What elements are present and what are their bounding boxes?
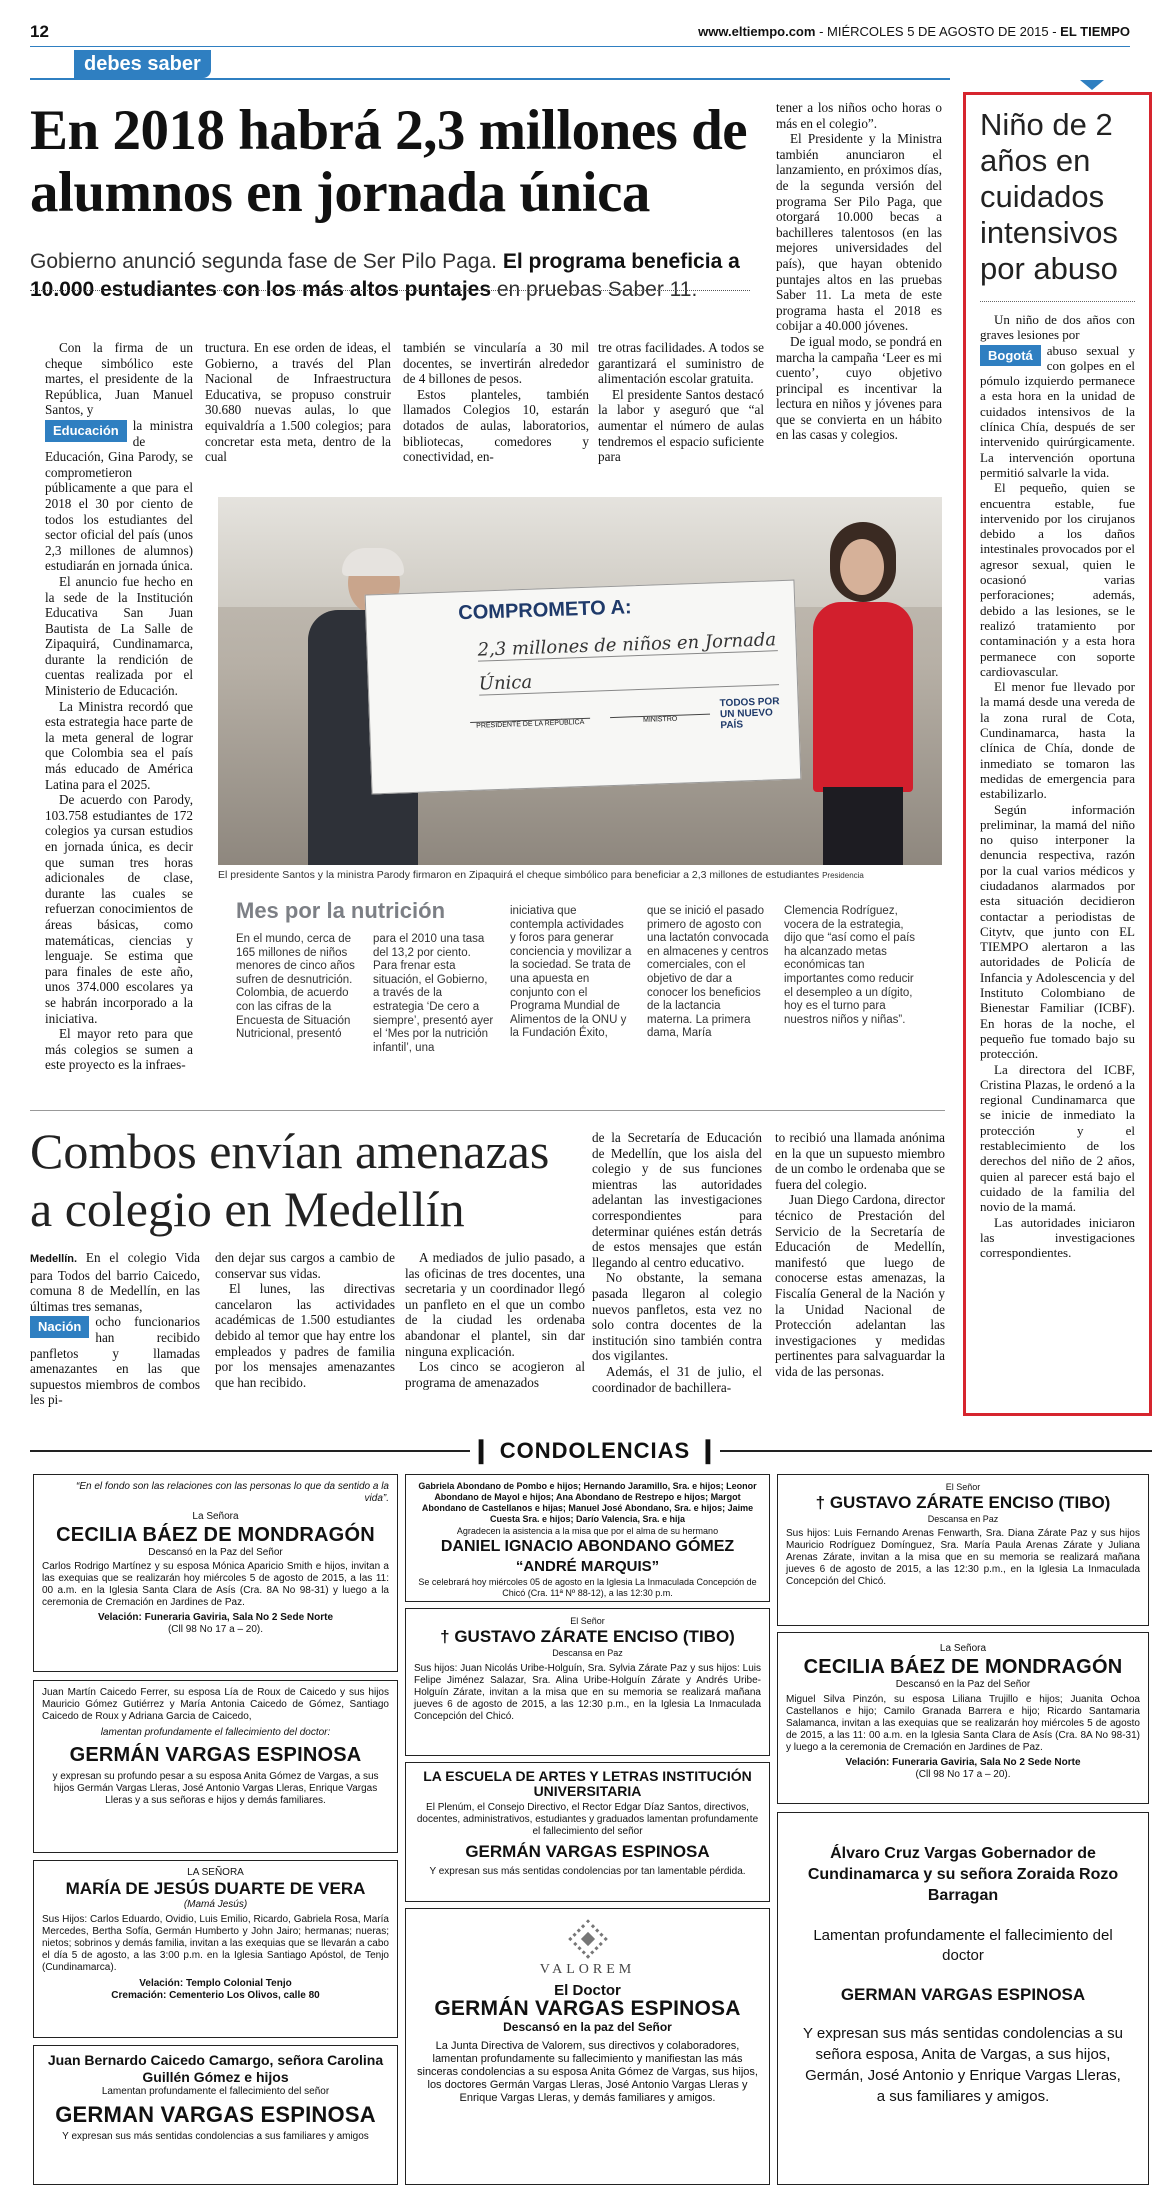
second-col-2: den dejar sus cargos a cambio de conservar sus vidas. El lunes, las directivas cancelaron las actividades académicas de 1.500 estudiantes debido al temor que hay entre los empleados y padres de familia por los mensajes amenazantes que han recibido.	[215, 1250, 395, 1390]
notice-valorem: VALOREM El Doctor GERMÁN VARGAS ESPINOSA Descansó en la paz del Señor La Junta Directiva de Valorem, sus directivos y colaboradores, lamentan profundamente su fallecimiento y manifiestan las más sinceras condolencias a su esposa Anita Gómez de Vargas, sus hijos, los doctores Germán Vargas Lleras, José Antonio Vargas Lleras y Enrique Vargas Lleras, y demás familiares y amigos.	[405, 1908, 770, 2185]
notice-gustavo-1: El Señor † GUSTAVO ZÁRATE ENCISO (TIBO) Descansa en Paz Sus hijos: Juan Nicolás Uribe-Holguín, Sra. Sylvia Zárate Paz y sus hijos: Luis Felipe Jiménez Salazar, Sra. Alina Uribe-Holguín Zárate y Andrés Uribe-Holguín Zárate, invitan a la misa que en su memoria se realizará mañana jueves 6 de agosto de 2015, a las 12:30 p.m., en la Iglesia La Inmaculada Concepción del Chicó.	[405, 1608, 770, 1756]
notice-german-caicedo: Juan Martín Caicedo Ferrer, su esposa Lía de Roux de Caicedo y sus hijos Mauricio Gómez Gutiérrez y María Antonia Caicedo de Gómez, Santiago Caicedo de Roux y Adriana Garcia de Caicedo, lamentan profundamente el fallecimiento del doctor: GERMÁN VARGAS ESPINOSA y expresan su profundo pesar a su esposa Anita Gómez de Vargas, a sus hijos Germán Vargas Lleras, José Antonio Vargas Lleras, Enrique Vargas Lleras y a sus señoras e hijos y demás familiares.	[33, 1680, 398, 1853]
nutricion-col-3: iniciativa que contempla actividades y foros para generar conciencia y movilizar a la sociedad. Se trata de una apuesta en conjunto con el Programa Mundial de Alimentos de la ONU y la Fundación Éxito,	[510, 905, 632, 1040]
main-col-3: también se vincularía a 30 mil docentes, se invertirán alrededor de 4 billones de pesos. Estos planteles, también llamados Colegios 10, estarán dotados de aulas, laboratorios, bibliotecas, comedores y conectividad, en-	[403, 340, 589, 465]
nutricion-col-2: para el 2010 una tasa del 13,2 por ciento. Para frenar esta situación, el Gobierno, a través de la estrategia ‘De cero a siempre’, presentó ayer el ‘Mes por la nutrición infantil’, una	[373, 933, 494, 1054]
section-tag-nacion[interactable]: Nación	[30, 1316, 89, 1338]
notice-gustavo-2: El Señor † GUSTAVO ZÁRATE ENCISO (TIBO) Descansa en Paz Sus hijos: Luis Fernando Arenas Fenwarth, Sra. Diana Zárate Paz y sus hijos Mauricio Rodríguez Domínguez, Sra. María Paula Arenas Zárate y Juliana Arenas Zárate, invitan a la misa que en su memoria se realizará mañana jueves 6 de agosto de 2015, a las 12:30 p.m., en la Iglesia La Inmaculada Concepción del Chicó.	[777, 1474, 1149, 1626]
nutricion-col-4: que se inició el pasado primero de agosto con una lactatón convocada en almacenes y centros comerciales, con el objetivo de dar a conocer los beneficios de la lactancia materna. La primera dama, María	[647, 905, 769, 1040]
check-header: COMPROMETO A:	[457, 596, 632, 625]
nutricion-col-1: En el mundo, cerca de 165 millones de niños menores de cinco años sufren de desnutrición. Colombia, de acuerdo con las cifras de la Encuesta de Situación Nutricional, presentó	[236, 933, 355, 1041]
second-story-rule	[30, 1110, 945, 1111]
photo-woman-figure	[808, 517, 918, 865]
section-badge: debes saber	[74, 50, 211, 78]
notice-escuela-artes: LA ESCUELA DE ARTES Y LETRAS INSTITUCIÓN UNIVERSITARIA El Plenúm, el Consejo Directivo, el Rector Edgar Díaz Santos, directivos, docentes, administrativos, estudiantes y graduados lamentan profundamente el fallecimiento del señor GERMÁN VARGAS ESPINOSA Y expresan sus más sentidas condolencias por tan lamentable pérdida.	[405, 1762, 770, 1902]
main-col-2: tructura. En ese orden de ideas, el Gobierno, a través del Plan Nacional de Infraestructura Educativa, se propuso construir 30.680 nuevas aulas, lo que equivaldría a 1.500 colegios; para concretar esta meta, dentro de la cual	[205, 340, 391, 465]
nutricion-col-5: Clemencia Rodríguez, vocera de la estrategia, dijo que “así como el país ha alcanzado metas económicas tan importantes como reducir el desempleo a un dígito, hoy es el turno para nuestros niños y niñas”.	[784, 905, 916, 1026]
second-col-4: de la Secretaría de Educación de Medellín, que los aisla del colegio y de sus funciones mientras las autoridades adelantan las investigaciones correspondientes para determinar quiénes están detrás de estos mensajes que están llegando al centro educativo. No obstante, la semana pasada llegaron al colegio nuevos panfletos, esta vez no solo contra docentes de la institución sino también contra dos vigilantes. Además, el 31 de julio, el coordinador de bachillera-	[592, 1130, 762, 1395]
condolencias-rule-left	[30, 1450, 470, 1452]
notice-cecilia-2: La Señora CECILIA BÁEZ DE MONDRAGÓN Descansó en la Paz del Señor Miguel Silva Pinzón, su esposa Liliana Trujillo e hijos; Juanita Ochoa Castellanos e hijo; Camilo Granada Barrera e hijo; Ricardo Santamaria Salamanca, invitan a las exequias que se realizarán hoy miércoles 5 de agosto de 2015, a las 11: 00 a.m. en la Iglesia Santa Clara de Asís (Cra. 8A No 98-31) y luego a la ceremonia de Cremación en Jardines de Paz. Velación: Funeraria Gaviria, Sala No 2 Sede Norte (Cll 98 No 17 a – 20).	[777, 1632, 1149, 1804]
main-col-1: Con la firma de un cheque simbólico este martes, el presidente de la República, Juan Manuel Santos, y Educación la ministra de Educación, Gina Parody, se comprometieron públicamente a que para el 2018 el 30 por ciento de todos los estudiantes del sector oficial del país (unos 2,3 millones de alumnos) estudiarán en jornada única. El anuncio fue hecho en la sede de la Institución Educativa San Juan Bautista de La Salle de Zipaquirá, Cundinamarca, durante la rendición de cuentas realizada por el Ministerio de Educación. La Ministra recordó que esta estrategia hace parte de la meta general de lograr que Colombia sea el país más educado de América Latina para el 2025. De acuerdo con Parody, 103.758 estudiantes de 172 colegios ya cursan estudios en jornada única, es decir que suman tres horas adicionales de clase, durante las cuales se refuerzan conocimientos de áreas básicas, como matemáticas, ciencias y lenguaje. Se estima que para finales de este año, unos 374.000 escolares ya se habrán incorporado a la iniciativa. El mayor reto para que más colegios se sumen a este proyecto es la infraes-	[45, 340, 193, 1073]
subhead-divider	[30, 290, 750, 291]
section-tag-educacion[interactable]: Educación	[45, 420, 127, 442]
main-col-4: tre otras facilidades. A todos se garantizará el suministro de alimentación escolar gratuita. El presidente Santos destacó la labor y aseguró que “al aumentar el número de aulas tendremos el espacio suficiente para	[598, 340, 764, 465]
header-rule	[30, 78, 950, 80]
second-col-1: Medellín. En el colegio Vida para Todos del barrio Caicedo, comuna 8 de Medellín, en las últimas tres semanas, Nación ocho funcionarios han recibido panfletos y llamadas amenazantes en las que supuestos miembros de combos les pi-	[30, 1250, 200, 1408]
page-header: 12 www.eltiempo.com - MIÉRCOLES 5 DE AGOSTO DE 2015 - EL TIEMPO	[30, 22, 1130, 50]
paper-name: EL TIEMPO	[1060, 24, 1130, 39]
header-pointer	[1080, 80, 1104, 90]
check-sign-1: PRESIDENTE DE LA REPÚBLICA	[470, 718, 590, 730]
notice-maria-de-jesus: LA SEÑORA MARÍA DE JESÚS DUARTE DE VERA (Mamá Jesús) Sus Hijos: Carlos Eduardo, Ovidio, Luis Emilio, Ricardo, Gabriela Rosa, María Mercedes, Bertha Sofía, Germán Humberto y John Jairo; hermanas; nueras; nietos; sobrinos y demás familia, invitan a las exequias que se llevarán a cabo el día 5 de agosto, a las 3:00 p.m. en la Iglesia Santiago Apóstol, de Tenjo (Cundinamarca). Velación: Templo Colonial Tenjo Cremación: Cementerio Los Olivos, calle 80	[33, 1860, 398, 2038]
bogota-story-box: Niño de 2 años en cuidados intensivos por abuso Un niño de dos años con graves lesiones por Bogotá abuso sexual y con golpes en el pómulo izquierdo permanece a esta hora en la unidad de cuidados intensivos de la clínica Chía, después de ser intervenido quirúrgicamente. La intervención oportuna permitió salvarle la vida. El pequeño, quien se encuentra estable, fue intervenido por los cirujanos debido a los daños intestinales provocados por el agresor sexual, quien le ocasionó varias perforaciones; además, debido a las lesiones, se le realizó tratamiento por contaminación y a esta hora permanece con soporte cardiovascular. El menor fue llevado por la mamá desde una vereda de la zona rural de Cota, Cundinamarca, hasta la clínica de Chía, donde de inmediato se tomaron las medidas de emergencia para estabilizarlo. Según información preliminar, la mamá del niño no quiso interponer la denuncia respectiva, razón por la cual varios médicos y ciudadanos alarmados por esta situación decidieron contactar a periodistas de Citytv, que junto con EL TIEMPO alertaron a las autoridades de Policía de Infancia y Adolescencia y del Instituto Colombiano de Bienestar Familiar (ICBF). En horas de la noche, el pequeño fue tomado bajo su protección. La directora del ICBF, Cristina Plazas, le ordenó a la regional Cundinamarca que se inicie de inmediato la protección y el restablecimiento de los derechos del niño de 2 años, quien al parecer está bajo el cuidado de la familia del novio de la mamá. Las autoridades iniciaron las investigaciones correspondientes.	[963, 92, 1152, 1416]
second-col-5: to recibió una llamada anónima en la que un supuesto miembro de un combo le ordenaba que se fuera del colegio. Juan Diego Cardona, director técnico de Prestación del Servicio de la Secretaría de Educación de Medellín, manifestó que luego de conocerse estas amenazas, la Fiscalía General de la Nación y la Unidad Nacional de Protección adelantan las investigaciones y medidas pertinentes para salvaguardar la vida de las personas.	[775, 1130, 945, 1379]
bogota-headline: Niño de 2 años en cuidados intensivos por abuso	[980, 107, 1118, 286]
news-photo	[218, 497, 942, 865]
main-headline: En 2018 habrá 2,3 millones de alumnos en jornada única	[30, 99, 748, 224]
notice-daniel-abondano: Gabriela Abondano de Pombo e hijos; Hernando Jaramillo, Sra. e hijos; Leonor Abondano de Mayol e hijos; Ana Abondano de Restrepo e hijos; Margot Abondano de Castellanos e hijas; Manuel José Abondano, Sra. e hijos; Jaime Cuesta Sra. e hijos; Darío Valencia, Sra. e hija Agradecen la asistencia a la misa que por el alma de su hermano DANIEL IGNACIO ABONDANO GÓMEZ “ANDRÉ MARQUIS” Se celebrará hoy miércoles 05 de agosto en la Iglesia La Inmaculada Concepción de Chicó (Cra. 11ª Nº 88-12), a las 12:30 p.m.	[405, 1474, 770, 1602]
valorem-logo-icon	[568, 1919, 608, 1959]
photo-caption: El presidente Santos y la ministra Parody firmaron en Zipaquirá el cheque simbólico para beneficiar a 2,3 millones de estudiantes Presidencia	[218, 869, 864, 881]
page-number: 12	[30, 22, 49, 41]
notice-german-caicedo-camargo: Juan Bernardo Caicedo Camargo, señora Carolina Guillén Gómez e hijos Lamentan profundamente el fallecimiento del señor GERMAN VARGAS ESPINOSA Y expresan sus más sentidas condolencias a sus familiares y amigos	[33, 2045, 398, 2185]
check-logo: TODOS POR UN NUEVO PAÍS	[719, 696, 780, 732]
check-line-1: 2,3 millones de niños en Jornada	[477, 629, 777, 661]
condolencias-title: ❙ CONDOLENCIAS ❙	[470, 1437, 719, 1464]
main-col-5: tener a los niños ocho horas o más en el colegio”. El Presidente y la Ministra también anunciaron el lanzamiento, en próximos días, de la segunda versión del programa Ser Pilo Paga, que otorgará 10.000 becas a bachilleres talentosos (en las mejores universidades del país), que hayan obtenido puntajes altos en las pruebas Saber 11. La meta de este programa hasta el 2018 es cobijar a 40.000 jóvenes. De igual modo, se pondrá en marcha la campaña ‘Leer es mi cuento’, cuyo objetivo principal es incentivar la lectura en niños y jóvenes para que se convierta en un hábito en las casas y colegios.	[776, 100, 942, 443]
nutricion-title: Mes por la nutrición	[236, 898, 446, 923]
site-url[interactable]: www.eltiempo.com	[698, 24, 816, 39]
valorem-logo-text: VALOREM	[539, 1962, 636, 1977]
edition-date: MIÉRCOLES 5 DE AGOSTO DE 2015	[827, 24, 1049, 39]
condolencias-rule-right	[720, 1450, 1152, 1452]
notice-cecilia-1: “En el fondo son las relaciones con las personas lo que da sentido a la vida”. La Señora CECILIA BÁEZ DE MONDRAGÓN Descansó en la Paz del Señor Carlos Rodrigo Martínez y su esposa Mónica Aparicio Smith e hijos, invitan a las exequias que se realizarán hoy miércoles 5 de agosto de 2015, a las 11: 00 a.m. en la Iglesia Santa Clara de Asís (Cra. 8A No 98-31) y luego a la ceremonia de Cremación en Jardines de Paz. Velación: Funeraria Gaviria, Sala No 2 Sede Norte (Cll 98 No 17 a – 20).	[33, 1474, 398, 1672]
main-subhead: Gobierno anunció segunda fase de Ser Pilo Paga. El programa beneficia a 10.000 estudiantes con los más altos puntajes en pruebas Saber 11.	[30, 250, 740, 301]
second-col-3: A mediados de julio pasado, a las oficinas de tres docentes, una secretaria y un coordinador llegó un panfleto en el que un combo de la ciudad les ordenaba abandonar el plantel, sin dar ninguna explicación. Los cinco se acogieron al programa de amenazados	[405, 1250, 585, 1390]
notice-alvaro-cruz: Álvaro Cruz Vargas Gobernador de Cundinamarca y su señora Zoraida Rozo Barragan Lamentan profundamente el fallecimiento del doctor GERMAN VARGAS ESPINOSA Y expresan sus más sentidas condolencias a su señora esposa, Anita de Vargas, a sus hijos, Germán, José Antonio y Enrique Vargas Lleras, a sus familiares y amigos.	[777, 1812, 1149, 2185]
second-headline: Combos envían amenazas a colegio en Medellín	[30, 1123, 550, 1237]
check-sign-2: MINISTRO	[610, 714, 710, 725]
section-tag-bogota[interactable]: Bogotá	[980, 345, 1041, 366]
check-line-2: Única	[478, 663, 779, 695]
symbolic-check	[365, 580, 802, 795]
